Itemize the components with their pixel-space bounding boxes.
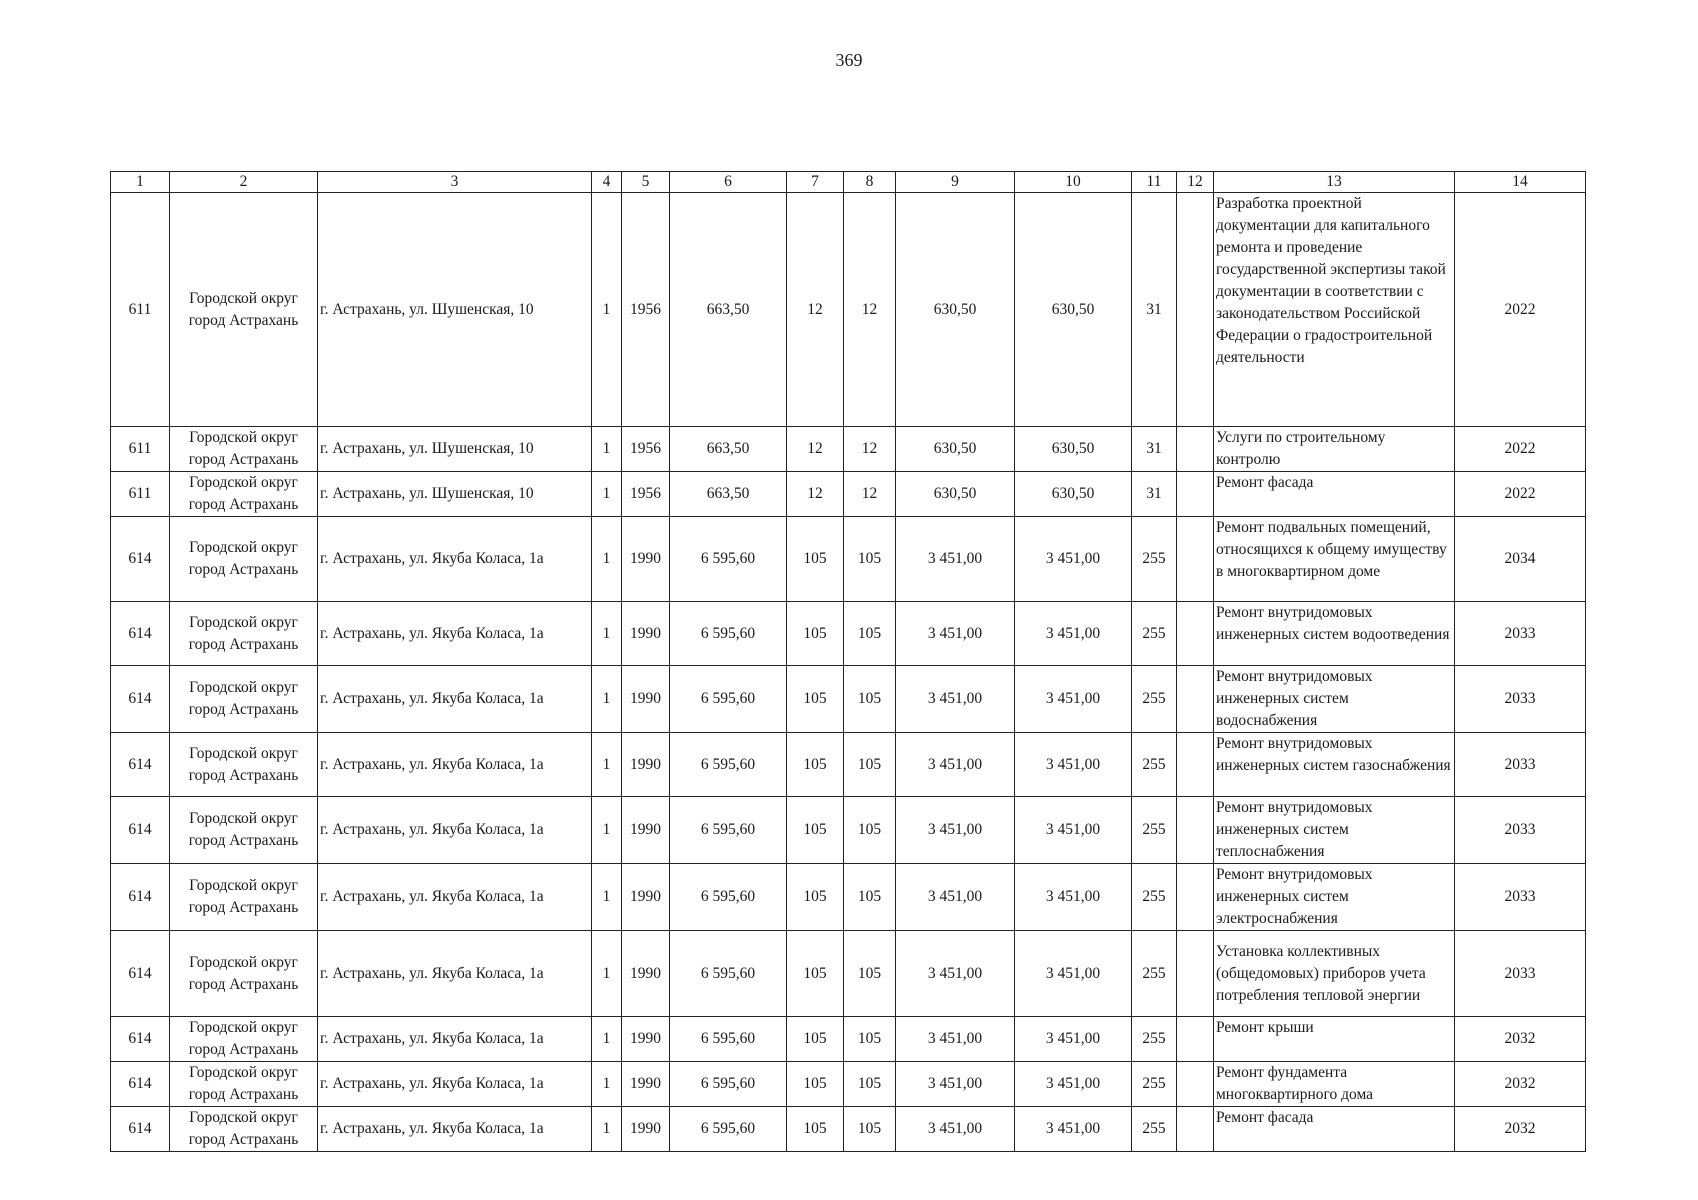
year-built-cell: 1990 [622,517,670,602]
address-cell: г. Астрахань, ул. Шушенская, 10 [318,472,592,517]
col8-cell: 105 [844,666,896,733]
municipality-cell: Городской округ город Астрахань [170,427,318,472]
address-cell: г. Астрахань, ул. Шушенская, 10 [318,193,592,427]
total-area-cell: 6 595,60 [670,666,787,733]
col10-cell: 3 451,00 [1015,733,1132,797]
planned-year-cell: 2033 [1455,666,1586,733]
column-header: 13 [1214,172,1455,193]
row-number-cell: 614 [111,1062,170,1107]
col10-cell: 3 451,00 [1015,666,1132,733]
work-type-cell: Ремонт подвальных помещений, относящихся к общему имуществу в многоквартирном доме [1214,517,1455,602]
col4-cell: 1 [592,931,622,1017]
page-number: 369 [835,50,863,70]
col12-cell [1177,864,1214,931]
col11-cell: 255 [1132,666,1177,733]
col11-cell: 255 [1132,931,1177,1017]
col7-cell: 105 [787,733,844,797]
col10-cell: 3 451,00 [1015,931,1132,1017]
municipality-cell: Городской округ город Астрахань [170,193,318,427]
municipality-cell: Городской округ город Астрахань [170,517,318,602]
col12-cell [1177,1107,1214,1152]
total-area-cell: 6 595,60 [670,864,787,931]
col11-cell: 31 [1132,193,1177,427]
work-type-cell: Ремонт крыши [1214,1017,1455,1062]
col8-cell: 105 [844,602,896,666]
table-row [111,427,1586,472]
col12-cell [1177,427,1214,472]
address-cell: г. Астрахань, ул. Якуба Коласа, 1а [318,931,592,1017]
col11-cell: 255 [1132,1062,1177,1107]
year-built-cell: 1990 [622,602,670,666]
col10-cell: 630,50 [1015,472,1132,517]
total-area-cell: 663,50 [670,193,787,427]
col8-cell: 105 [844,931,896,1017]
column-header: 3 [318,172,592,193]
table-row [111,666,1586,733]
address-cell: г. Астрахань, ул. Якуба Коласа, 1а [318,1017,592,1062]
municipality-cell: Городской округ город Астрахань [170,472,318,517]
table-row [111,1017,1586,1062]
year-built-cell: 1956 [622,427,670,472]
row-number-cell: 614 [111,602,170,666]
col9-cell: 630,50 [896,427,1015,472]
col11-cell: 255 [1132,797,1177,864]
municipality-cell: Городской округ город Астрахань [170,602,318,666]
col7-cell: 105 [787,1017,844,1062]
planned-year-cell: 2022 [1455,472,1586,517]
table-row [111,517,1586,602]
row-number-cell: 614 [111,517,170,602]
municipality-cell: Городской округ город Астрахань [170,666,318,733]
year-built-cell: 1990 [622,797,670,864]
planned-year-cell: 2033 [1455,931,1586,1017]
col7-cell: 105 [787,931,844,1017]
col12-cell [1177,193,1214,427]
total-area-cell: 6 595,60 [670,1017,787,1062]
col10-cell: 3 451,00 [1015,602,1132,666]
col9-cell: 3 451,00 [896,517,1015,602]
table-row [111,193,1586,427]
total-area-cell: 6 595,60 [670,1062,787,1107]
col9-cell: 3 451,00 [896,797,1015,864]
table-row [111,602,1586,666]
total-area-cell: 6 595,60 [670,1107,787,1152]
col10-cell: 3 451,00 [1015,1107,1132,1152]
column-header: 10 [1015,172,1132,193]
table-row [111,864,1586,931]
col4-cell: 1 [592,1107,622,1152]
col7-cell: 105 [787,864,844,931]
column-header: 8 [844,172,896,193]
col11-cell: 255 [1132,864,1177,931]
col10-cell: 3 451,00 [1015,864,1132,931]
municipality-cell: Городской округ город Астрахань [170,1107,318,1152]
col9-cell: 3 451,00 [896,1107,1015,1152]
table-row [111,1062,1586,1107]
col7-cell: 105 [787,666,844,733]
planned-year-cell: 2033 [1455,602,1586,666]
year-built-cell: 1990 [622,1017,670,1062]
capital-repair-table [110,171,1586,1152]
total-area-cell: 6 595,60 [670,797,787,864]
planned-year-cell: 2033 [1455,864,1586,931]
work-type-cell: Ремонт фасада [1214,472,1455,517]
work-type-cell: Ремонт фундамента многоквартирного дома [1214,1062,1455,1107]
col12-cell [1177,666,1214,733]
total-area-cell: 6 595,60 [670,517,787,602]
table-row [111,1107,1586,1152]
col12-cell [1177,602,1214,666]
col12-cell [1177,931,1214,1017]
row-number-cell: 611 [111,193,170,427]
year-built-cell: 1990 [622,1062,670,1107]
column-header: 12 [1177,172,1214,193]
municipality-cell: Городской округ город Астрахань [170,1017,318,1062]
total-area-cell: 6 595,60 [670,602,787,666]
col12-cell [1177,517,1214,602]
col11-cell: 255 [1132,602,1177,666]
municipality-cell: Городской округ город Астрахань [170,797,318,864]
col9-cell: 3 451,00 [896,666,1015,733]
col11-cell: 255 [1132,733,1177,797]
table-row [111,797,1586,864]
col7-cell: 105 [787,517,844,602]
address-cell: г. Астрахань, ул. Якуба Коласа, 1а [318,602,592,666]
col8-cell: 12 [844,193,896,427]
planned-year-cell: 2032 [1455,1107,1586,1152]
row-number-cell: 614 [111,666,170,733]
year-built-cell: 1956 [622,472,670,517]
address-cell: г. Астрахань, ул. Якуба Коласа, 1а [318,733,592,797]
col7-cell: 105 [787,797,844,864]
col9-cell: 3 451,00 [896,733,1015,797]
municipality-cell: Городской округ город Астрахань [170,864,318,931]
year-built-cell: 1990 [622,666,670,733]
planned-year-cell: 2022 [1455,193,1586,427]
col7-cell: 105 [787,602,844,666]
col4-cell: 1 [592,864,622,931]
col12-cell [1177,1017,1214,1062]
column-header: 11 [1132,172,1177,193]
col12-cell [1177,797,1214,864]
column-header: 6 [670,172,787,193]
col7-cell: 105 [787,1107,844,1152]
table-row [111,733,1586,797]
table-row [111,931,1586,1017]
col10-cell: 630,50 [1015,427,1132,472]
year-built-cell: 1956 [622,193,670,427]
address-cell: г. Астрахань, ул. Якуба Коласа, 1а [318,797,592,864]
col8-cell: 105 [844,864,896,931]
col12-cell [1177,1062,1214,1107]
col10-cell: 3 451,00 [1015,517,1132,602]
row-number-cell: 614 [111,931,170,1017]
col8-cell: 105 [844,797,896,864]
col8-cell: 105 [844,733,896,797]
col8-cell: 12 [844,427,896,472]
col9-cell: 3 451,00 [896,1017,1015,1062]
column-header: 4 [592,172,622,193]
col10-cell: 3 451,00 [1015,1062,1132,1107]
col12-cell [1177,733,1214,797]
work-type-cell: Ремонт внутридомовых инженерных систем теплоснабжения [1214,797,1455,864]
year-built-cell: 1990 [622,1107,670,1152]
municipality-cell: Городской округ город Астрахань [170,733,318,797]
table-row [111,472,1586,517]
total-area-cell: 663,50 [670,472,787,517]
row-number-cell: 611 [111,427,170,472]
row-number-cell: 614 [111,864,170,931]
address-cell: г. Астрахань, ул. Якуба Коласа, 1а [318,666,592,733]
planned-year-cell: 2032 [1455,1062,1586,1107]
col9-cell: 3 451,00 [896,1062,1015,1107]
col11-cell: 255 [1132,517,1177,602]
year-built-cell: 1990 [622,733,670,797]
col12-cell [1177,472,1214,517]
total-area-cell: 6 595,60 [670,733,787,797]
row-number-cell: 614 [111,1107,170,1152]
col4-cell: 1 [592,193,622,427]
col4-cell: 1 [592,733,622,797]
col8-cell: 105 [844,1062,896,1107]
planned-year-cell: 2034 [1455,517,1586,602]
col10-cell: 630,50 [1015,193,1132,427]
col7-cell: 12 [787,193,844,427]
col4-cell: 1 [592,517,622,602]
row-number-cell: 614 [111,797,170,864]
col10-cell: 3 451,00 [1015,1017,1132,1062]
year-built-cell: 1990 [622,931,670,1017]
col4-cell: 1 [592,666,622,733]
planned-year-cell: 2032 [1455,1017,1586,1062]
work-type-cell: Ремонт внутридомовых инженерных систем газоснабжения [1214,733,1455,797]
column-header: 14 [1455,172,1586,193]
col9-cell: 3 451,00 [896,931,1015,1017]
col10-cell: 3 451,00 [1015,797,1132,864]
work-type-cell: Разработка проектной документации для капитального ремонта и проведение государственной экспертизы такой документации в соответствии с законодательством Российской Федерации о градостроительной деятельности [1214,193,1455,427]
work-type-cell: Ремонт фасада [1214,1107,1455,1152]
col11-cell: 255 [1132,1107,1177,1152]
column-header: 9 [896,172,1015,193]
col9-cell: 3 451,00 [896,602,1015,666]
address-cell: г. Астрахань, ул. Якуба Коласа, 1а [318,1107,592,1152]
col7-cell: 12 [787,427,844,472]
col4-cell: 1 [592,797,622,864]
col4-cell: 1 [592,602,622,666]
address-cell: г. Астрахань, ул. Шушенская, 10 [318,427,592,472]
address-cell: г. Астрахань, ул. Якуба Коласа, 1а [318,864,592,931]
work-type-cell: Услуги по строительному контролю [1214,427,1455,472]
work-type-cell: Ремонт внутридомовых инженерных систем водоснабжения [1214,666,1455,733]
col11-cell: 255 [1132,1017,1177,1062]
col8-cell: 105 [844,1017,896,1062]
work-type-cell: Установка коллективных (общедомовых) приборов учета потребления тепловой энергии [1214,931,1455,1017]
column-number-row [111,172,1586,193]
col7-cell: 105 [787,1062,844,1107]
col7-cell: 12 [787,472,844,517]
row-number-cell: 611 [111,472,170,517]
address-cell: г. Астрахань, ул. Якуба Коласа, 1а [318,1062,592,1107]
year-built-cell: 1990 [622,864,670,931]
row-number-cell: 614 [111,1017,170,1062]
column-header: 2 [170,172,318,193]
work-type-cell: Ремонт внутридомовых инженерных систем электроснабжения [1214,864,1455,931]
col9-cell: 630,50 [896,472,1015,517]
municipality-cell: Городской округ город Астрахань [170,931,318,1017]
col4-cell: 1 [592,427,622,472]
municipality-cell: Городской округ город Астрахань [170,1062,318,1107]
work-type-cell: Ремонт внутридомовых инженерных систем водоотведения [1214,602,1455,666]
planned-year-cell: 2033 [1455,797,1586,864]
col4-cell: 1 [592,1017,622,1062]
table-body [111,193,1586,1152]
planned-year-cell: 2033 [1455,733,1586,797]
planned-year-cell: 2022 [1455,427,1586,472]
col4-cell: 1 [592,1062,622,1107]
col9-cell: 630,50 [896,193,1015,427]
row-number-cell: 614 [111,733,170,797]
col11-cell: 31 [1132,427,1177,472]
column-header: 1 [111,172,170,193]
address-cell: г. Астрахань, ул. Якуба Коласа, 1а [318,517,592,602]
col4-cell: 1 [592,472,622,517]
col8-cell: 12 [844,472,896,517]
total-area-cell: 6 595,60 [670,931,787,1017]
column-header: 5 [622,172,670,193]
col11-cell: 31 [1132,472,1177,517]
col8-cell: 105 [844,1107,896,1152]
total-area-cell: 663,50 [670,427,787,472]
col8-cell: 105 [844,517,896,602]
column-header: 7 [787,172,844,193]
col9-cell: 3 451,00 [896,864,1015,931]
